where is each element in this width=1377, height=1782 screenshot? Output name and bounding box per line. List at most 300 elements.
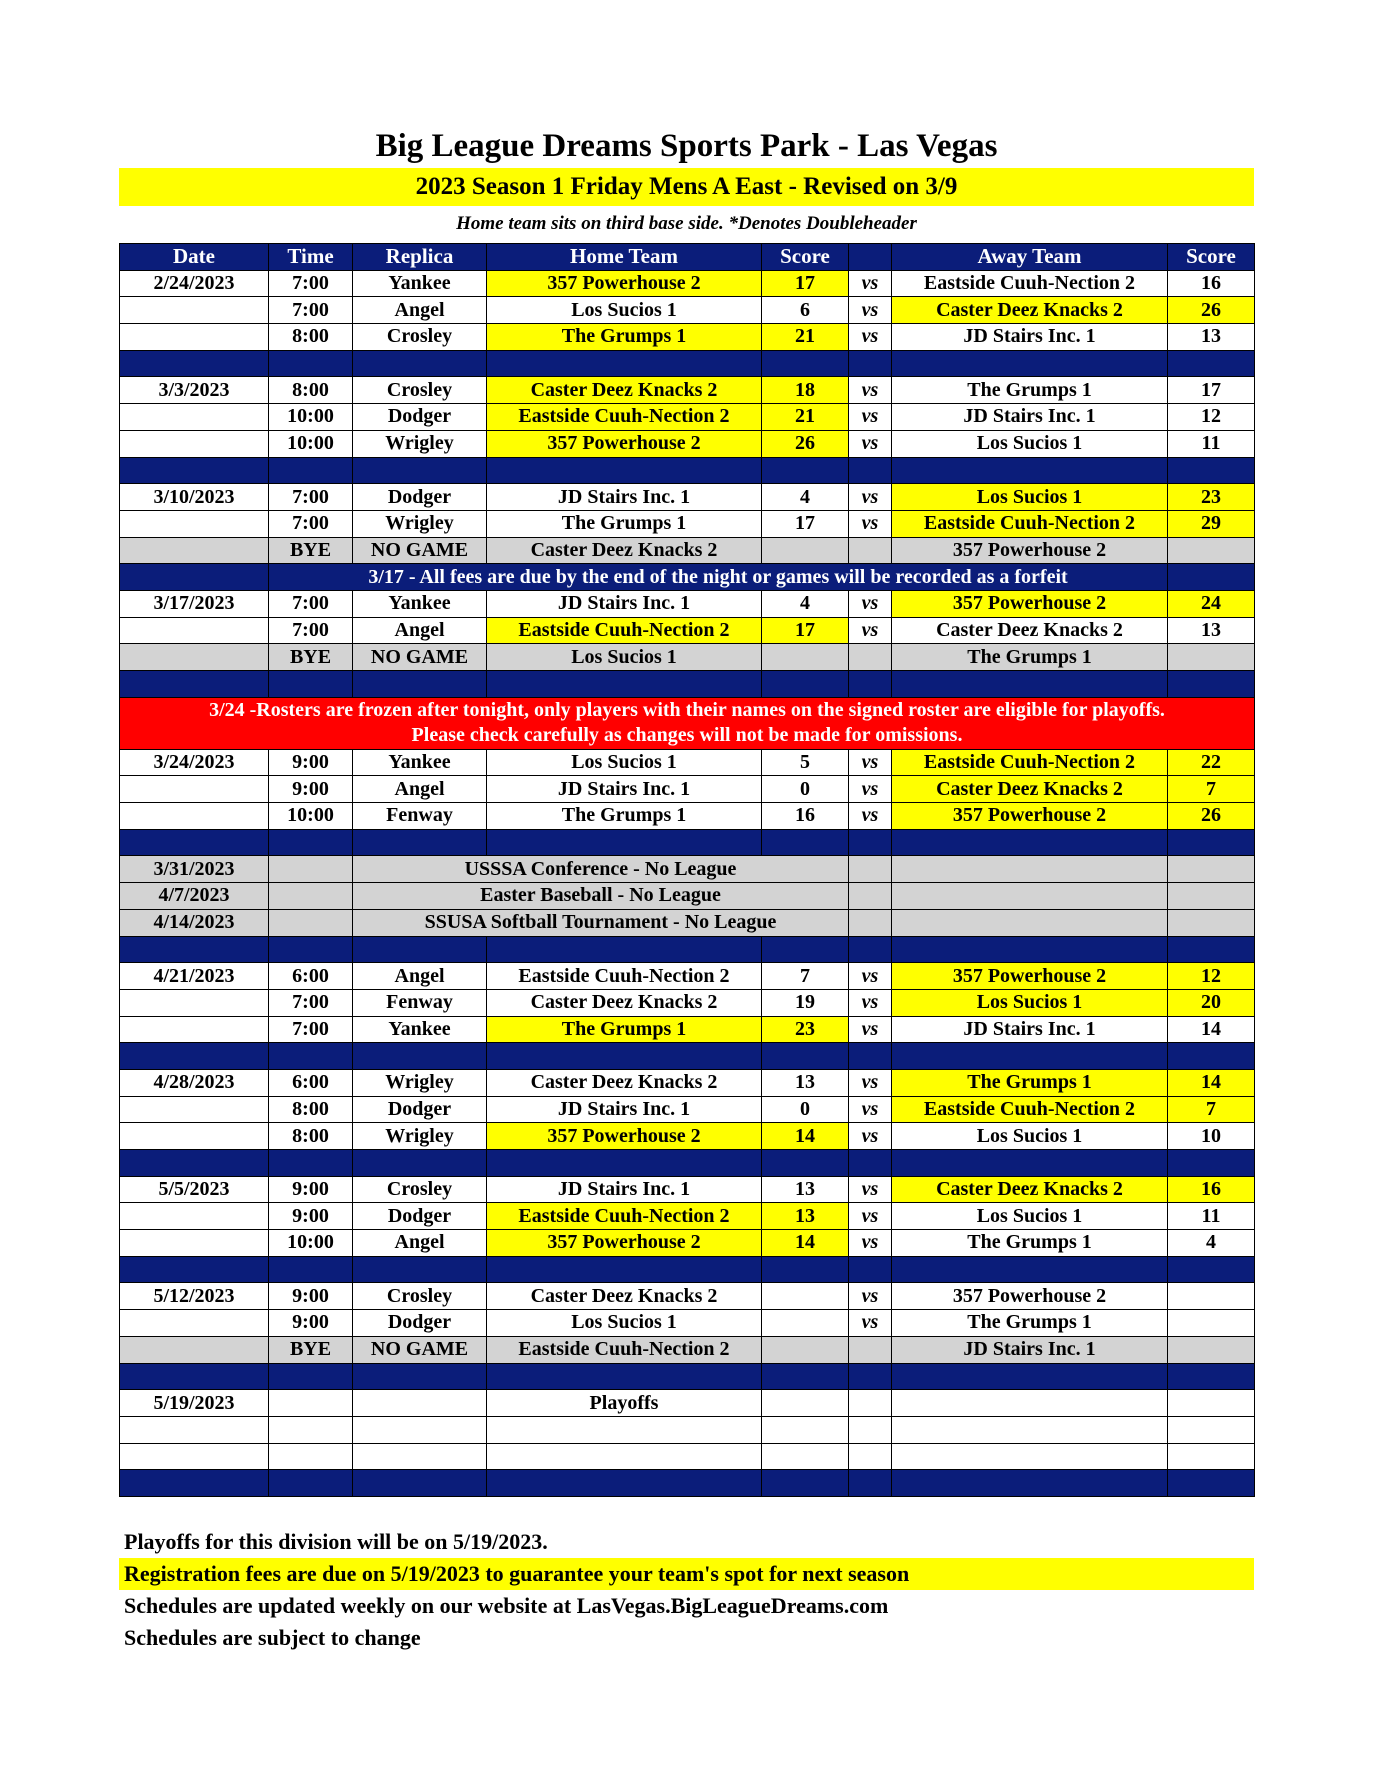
vs-label: vs xyxy=(849,324,892,351)
away-score xyxy=(1168,1310,1255,1337)
field-name: Yankee xyxy=(353,1016,487,1043)
time-cell xyxy=(269,856,353,883)
separator-cell xyxy=(892,936,1168,963)
away-team: JD Stairs Inc. 1 xyxy=(892,324,1168,351)
schedule-body xyxy=(120,270,1255,1496)
game-date xyxy=(120,1203,269,1230)
field-name: Wrigley xyxy=(353,1123,487,1150)
website-note: Schedules are updated weekly on our website at LasVegas.BigLeagueDreams.com xyxy=(124,1593,889,1618)
game-row xyxy=(120,510,1255,537)
vs-label xyxy=(849,644,892,671)
home-team: Los Sucios 1 xyxy=(487,297,762,324)
away-score: 11 xyxy=(1168,1203,1255,1230)
separator-cell xyxy=(892,457,1168,484)
no-league-text: SSUSA Softball Tournament - No League xyxy=(353,909,849,936)
field-name: Angel xyxy=(353,297,487,324)
roster-alert-row xyxy=(120,697,1255,749)
away-score: 17 xyxy=(1168,377,1255,404)
separator-cell xyxy=(762,829,849,856)
home-score: 19 xyxy=(762,989,849,1016)
separator-cell xyxy=(849,829,892,856)
game-row xyxy=(120,1096,1255,1123)
col-header-home-score: Score xyxy=(762,244,849,271)
separator-cell xyxy=(892,1256,1168,1283)
away-score: 14 xyxy=(1168,1016,1255,1043)
separator-cell xyxy=(120,1150,269,1177)
separator-cell xyxy=(487,1363,762,1390)
game-time xyxy=(269,1390,353,1417)
separator-cell xyxy=(269,829,353,856)
separator-cell xyxy=(762,671,849,698)
away-score: 22 xyxy=(1168,749,1255,776)
separator-cell xyxy=(762,936,849,963)
separator-cell xyxy=(353,1256,487,1283)
separator-cell xyxy=(1168,671,1255,698)
game-row xyxy=(120,1230,1255,1257)
col-header-vs xyxy=(849,244,892,271)
home-team: JD Stairs Inc. 1 xyxy=(487,1096,762,1123)
home-team: 357 Powerhouse 2 xyxy=(487,1230,762,1257)
vs-label: vs xyxy=(849,989,892,1016)
vs-label xyxy=(849,1443,892,1470)
game-row xyxy=(120,1123,1255,1150)
col-header-date: Date xyxy=(120,244,269,271)
away-team: The Grumps 1 xyxy=(892,644,1168,671)
away-team: 357 Powerhouse 2 xyxy=(892,1283,1168,1310)
away-score: 16 xyxy=(1168,270,1255,297)
separator-cell xyxy=(487,1150,762,1177)
vs-label: vs xyxy=(849,377,892,404)
home-team: Eastside Cuuh-Nection 2 xyxy=(487,963,762,990)
away-team: The Grumps 1 xyxy=(892,1230,1168,1257)
home-team: Caster Deez Knacks 2 xyxy=(487,377,762,404)
home-score: 14 xyxy=(762,1230,849,1257)
separator-row xyxy=(120,671,1255,698)
away-score xyxy=(1168,1283,1255,1310)
home-team: Eastside Cuuh-Nection 2 xyxy=(487,617,762,644)
away-score xyxy=(1168,1390,1255,1417)
bye-row xyxy=(120,1336,1255,1363)
field-name xyxy=(353,1416,487,1443)
game-time: 10:00 xyxy=(269,404,353,431)
separator-cell xyxy=(892,350,1168,377)
game-row xyxy=(120,617,1255,644)
home-team-note: Home team sits on third base side. *Denotes Doubleheader xyxy=(456,213,917,234)
home-score: 17 xyxy=(762,617,849,644)
vs-label: vs xyxy=(849,1176,892,1203)
away-team: The Grumps 1 xyxy=(892,1069,1168,1096)
separator-cell xyxy=(762,350,849,377)
separator-cell xyxy=(892,1363,1168,1390)
notice-text: 3/17 - All fees are due by the end of the night or games will be recorded as a forfeit xyxy=(269,564,1168,591)
registration-note: Registration fees are due on 5/19/2023 to guarantee your team's spot for next season xyxy=(124,1561,910,1586)
away-team xyxy=(892,1416,1168,1443)
field-name xyxy=(353,1443,487,1470)
separator-row xyxy=(120,1363,1255,1390)
separator-cell xyxy=(120,1043,269,1070)
separator-cell xyxy=(353,1150,487,1177)
game-date xyxy=(120,1416,269,1443)
game-time: 7:00 xyxy=(269,989,353,1016)
game-date xyxy=(120,537,269,564)
away-score: 14 xyxy=(1168,1069,1255,1096)
field-name: NO GAME xyxy=(353,644,487,671)
game-date: 4/21/2023 xyxy=(120,963,269,990)
vs-label: vs xyxy=(849,617,892,644)
away-team: Los Sucios 1 xyxy=(892,989,1168,1016)
field-name: Angel xyxy=(353,617,487,644)
away-team xyxy=(892,1443,1168,1470)
game-time: BYE xyxy=(269,1336,353,1363)
game-time xyxy=(269,1416,353,1443)
separator-cell xyxy=(269,1256,353,1283)
game-date xyxy=(120,1096,269,1123)
home-team: The Grumps 1 xyxy=(487,803,762,830)
separator-cell xyxy=(353,1470,487,1497)
separator-cell xyxy=(1168,936,1255,963)
home-team: JD Stairs Inc. 1 xyxy=(487,484,762,511)
away-score: 16 xyxy=(1168,1176,1255,1203)
separator-cell xyxy=(353,829,487,856)
away-score: 10 xyxy=(1168,1123,1255,1150)
separator-cell xyxy=(353,1363,487,1390)
separator-cell xyxy=(1168,1363,1255,1390)
time-cell xyxy=(269,883,353,910)
vs-cell xyxy=(849,856,892,883)
home-team: 357 Powerhouse 2 xyxy=(487,430,762,457)
home-score: 13 xyxy=(762,1069,849,1096)
home-team: Los Sucios 1 xyxy=(487,749,762,776)
home-team: Caster Deez Knacks 2 xyxy=(487,989,762,1016)
separator-row xyxy=(120,1470,1255,1497)
home-team: Los Sucios 1 xyxy=(487,1310,762,1337)
game-date xyxy=(120,404,269,431)
home-team: JD Stairs Inc. 1 xyxy=(487,590,762,617)
field-name: Fenway xyxy=(353,989,487,1016)
game-date: 5/12/2023 xyxy=(120,1283,269,1310)
separator-cell xyxy=(487,671,762,698)
vs-label: vs xyxy=(849,749,892,776)
away-team: Caster Deez Knacks 2 xyxy=(892,776,1168,803)
away-score: 12 xyxy=(1168,404,1255,431)
game-time: BYE xyxy=(269,644,353,671)
away-score xyxy=(1168,883,1255,910)
separator-row xyxy=(120,1150,1255,1177)
game-time: 7:00 xyxy=(269,297,353,324)
home-score: 18 xyxy=(762,377,849,404)
home-team: 357 Powerhouse 2 xyxy=(487,1123,762,1150)
vs-label: vs xyxy=(849,1016,892,1043)
game-row xyxy=(120,803,1255,830)
separator-cell xyxy=(762,457,849,484)
away-team: Eastside Cuuh-Nection 2 xyxy=(892,510,1168,537)
field-name: Crosley xyxy=(353,377,487,404)
col-header-home-team: Home Team xyxy=(487,244,762,271)
field-name: NO GAME xyxy=(353,1336,487,1363)
home-score: 4 xyxy=(762,590,849,617)
home-score: 14 xyxy=(762,1123,849,1150)
separator-cell xyxy=(1168,457,1255,484)
away-score: 11 xyxy=(1168,430,1255,457)
field-name: Angel xyxy=(353,776,487,803)
game-time: 10:00 xyxy=(269,803,353,830)
game-row xyxy=(120,590,1255,617)
away-team: JD Stairs Inc. 1 xyxy=(892,1016,1168,1043)
game-row xyxy=(120,1310,1255,1337)
home-score: 16 xyxy=(762,803,849,830)
game-time: 8:00 xyxy=(269,1096,353,1123)
game-row xyxy=(120,404,1255,431)
away-score xyxy=(1168,1336,1255,1363)
field-name: Wrigley xyxy=(353,430,487,457)
game-date: 3/3/2023 xyxy=(120,377,269,404)
game-date xyxy=(120,324,269,351)
away-team: Los Sucios 1 xyxy=(892,1203,1168,1230)
vs-label: vs xyxy=(849,1096,892,1123)
away-score: 29 xyxy=(1168,510,1255,537)
vs-label: vs xyxy=(849,590,892,617)
col-header-away-team: Away Team xyxy=(892,244,1168,271)
away-team: 357 Powerhouse 2 xyxy=(892,803,1168,830)
separator-cell xyxy=(892,671,1168,698)
separator-cell xyxy=(120,457,269,484)
game-time: 7:00 xyxy=(269,484,353,511)
away-score: 23 xyxy=(1168,484,1255,511)
vs-label: vs xyxy=(849,484,892,511)
away-score xyxy=(1168,537,1255,564)
separator-cell xyxy=(269,350,353,377)
separator-cell xyxy=(269,1470,353,1497)
home-team: The Grumps 1 xyxy=(487,510,762,537)
game-time: 9:00 xyxy=(269,749,353,776)
game-row xyxy=(120,749,1255,776)
game-row xyxy=(120,1016,1255,1043)
separator-row xyxy=(120,1256,1255,1283)
game-date: 3/24/2023 xyxy=(120,749,269,776)
notice-blank xyxy=(1168,564,1255,591)
separator-cell xyxy=(120,1363,269,1390)
bye-row xyxy=(120,644,1255,671)
separator-cell xyxy=(269,936,353,963)
separator-cell xyxy=(892,1150,1168,1177)
game-time: 8:00 xyxy=(269,324,353,351)
field-name: Dodger xyxy=(353,1203,487,1230)
change-note: Schedules are subject to change xyxy=(124,1625,421,1650)
game-date xyxy=(120,1123,269,1150)
notice-blank xyxy=(120,564,269,591)
game-time: 9:00 xyxy=(269,1203,353,1230)
away-score xyxy=(1168,644,1255,671)
away-score: 7 xyxy=(1168,1096,1255,1123)
game-time: BYE xyxy=(269,537,353,564)
home-team: Caster Deez Knacks 2 xyxy=(487,537,762,564)
no-league-row xyxy=(120,883,1255,910)
game-row xyxy=(120,963,1255,990)
home-team: Caster Deez Knacks 2 xyxy=(487,1283,762,1310)
vs-label: vs xyxy=(849,1230,892,1257)
separator-cell xyxy=(487,350,762,377)
game-date xyxy=(120,803,269,830)
away-score xyxy=(1168,856,1255,883)
home-team: Eastside Cuuh-Nection 2 xyxy=(487,1336,762,1363)
field-name: Angel xyxy=(353,1230,487,1257)
game-date: 3/31/2023 xyxy=(120,856,269,883)
vs-label xyxy=(849,1390,892,1417)
game-row xyxy=(120,377,1255,404)
vs-label: vs xyxy=(849,1203,892,1230)
schedule-table xyxy=(119,243,1255,1497)
away-team: Caster Deez Knacks 2 xyxy=(892,1176,1168,1203)
home-score: 7 xyxy=(762,963,849,990)
separator-cell xyxy=(269,1043,353,1070)
game-date: 5/19/2023 xyxy=(120,1390,269,1417)
separator-cell xyxy=(849,1256,892,1283)
vs-label: vs xyxy=(849,1310,892,1337)
separator-cell xyxy=(120,936,269,963)
home-team: Eastside Cuuh-Nection 2 xyxy=(487,404,762,431)
field-name: Dodger xyxy=(353,484,487,511)
away-score: 13 xyxy=(1168,324,1255,351)
home-score: 21 xyxy=(762,404,849,431)
home-team: Eastside Cuuh-Nection 2 xyxy=(487,1203,762,1230)
field-name: NO GAME xyxy=(353,537,487,564)
separator-cell xyxy=(892,829,1168,856)
vs-cell xyxy=(849,883,892,910)
game-time: 6:00 xyxy=(269,1069,353,1096)
separator-cell xyxy=(762,1363,849,1390)
separator-cell xyxy=(120,1256,269,1283)
vs-label xyxy=(849,1336,892,1363)
game-row xyxy=(120,324,1255,351)
vs-label: vs xyxy=(849,404,892,431)
game-date xyxy=(120,1230,269,1257)
roster-alert xyxy=(120,697,1255,749)
home-team: Los Sucios 1 xyxy=(487,644,762,671)
separator-row xyxy=(120,350,1255,377)
game-row xyxy=(120,1390,1255,1417)
game-time: 9:00 xyxy=(269,776,353,803)
playoffs-note: Playoffs for this division will be on 5/19/2023. xyxy=(124,1529,548,1554)
separator-cell xyxy=(762,1043,849,1070)
vs-label: vs xyxy=(849,963,892,990)
away-team: Los Sucios 1 xyxy=(892,484,1168,511)
game-row xyxy=(120,430,1255,457)
away-score: 26 xyxy=(1168,803,1255,830)
away-team xyxy=(892,883,1168,910)
separator-cell xyxy=(353,350,487,377)
game-time: 9:00 xyxy=(269,1310,353,1337)
separator-cell xyxy=(487,936,762,963)
game-date xyxy=(120,776,269,803)
field-name: Angel xyxy=(353,963,487,990)
home-team xyxy=(487,1443,762,1470)
game-time xyxy=(269,1443,353,1470)
fees-notice-row xyxy=(120,564,1255,591)
away-score: 12 xyxy=(1168,963,1255,990)
separator-cell xyxy=(849,350,892,377)
roster-alert-line-1: 3/24 -Rosters are frozen after tonight, only players with their names on the signed roster are eligible for playoffs. xyxy=(209,699,1165,722)
separator-cell xyxy=(120,1470,269,1497)
home-score: 17 xyxy=(762,510,849,537)
away-team xyxy=(892,909,1168,936)
away-team: Los Sucios 1 xyxy=(892,1123,1168,1150)
game-time: 7:00 xyxy=(269,1016,353,1043)
game-time: 7:00 xyxy=(269,590,353,617)
game-row xyxy=(120,484,1255,511)
game-row xyxy=(120,1203,1255,1230)
game-date xyxy=(120,430,269,457)
field-name: Yankee xyxy=(353,590,487,617)
away-team: 357 Powerhouse 2 xyxy=(892,963,1168,990)
away-score: 20 xyxy=(1168,989,1255,1016)
game-date: 4/28/2023 xyxy=(120,1069,269,1096)
separator-cell xyxy=(269,1150,353,1177)
separator-cell xyxy=(487,829,762,856)
game-date: 5/5/2023 xyxy=(120,1176,269,1203)
away-team: Eastside Cuuh-Nection 2 xyxy=(892,749,1168,776)
separator-row xyxy=(120,829,1255,856)
header-row xyxy=(120,244,1255,271)
separator-cell xyxy=(1168,1470,1255,1497)
home-score xyxy=(762,1336,849,1363)
away-score: 7 xyxy=(1168,776,1255,803)
separator-cell xyxy=(269,457,353,484)
vs-label: vs xyxy=(849,1069,892,1096)
away-team: 357 Powerhouse 2 xyxy=(892,590,1168,617)
no-league-row xyxy=(120,909,1255,936)
col-header-replica: Replica xyxy=(353,244,487,271)
away-team: JD Stairs Inc. 1 xyxy=(892,404,1168,431)
home-team: 357 Powerhouse 2 xyxy=(487,270,762,297)
field-name: Crosley xyxy=(353,1283,487,1310)
field-name: Fenway xyxy=(353,803,487,830)
vs-label: vs xyxy=(849,803,892,830)
separator-cell xyxy=(353,457,487,484)
separator-cell xyxy=(849,457,892,484)
home-score xyxy=(762,1310,849,1337)
field-name: Crosley xyxy=(353,324,487,351)
separator-cell xyxy=(849,1470,892,1497)
vs-label: vs xyxy=(849,297,892,324)
game-time: 7:00 xyxy=(269,510,353,537)
game-row xyxy=(120,989,1255,1016)
away-score: 26 xyxy=(1168,297,1255,324)
home-score: 5 xyxy=(762,749,849,776)
away-score: 24 xyxy=(1168,590,1255,617)
game-row xyxy=(120,1443,1255,1470)
separator-cell xyxy=(762,1256,849,1283)
away-score xyxy=(1168,1443,1255,1470)
separator-row xyxy=(120,936,1255,963)
col-header-away-score: Score xyxy=(1168,244,1255,271)
vs-label: vs xyxy=(849,510,892,537)
separator-cell xyxy=(762,1470,849,1497)
field-name: Wrigley xyxy=(353,1069,487,1096)
home-team: JD Stairs Inc. 1 xyxy=(487,776,762,803)
field-name: Crosley xyxy=(353,1176,487,1203)
game-time: 6:00 xyxy=(269,963,353,990)
field-name: Yankee xyxy=(353,749,487,776)
vs-label xyxy=(849,537,892,564)
home-score xyxy=(762,644,849,671)
separator-cell xyxy=(849,1363,892,1390)
away-team xyxy=(892,856,1168,883)
game-date xyxy=(120,510,269,537)
separator-cell xyxy=(849,1043,892,1070)
col-header-time: Time xyxy=(269,244,353,271)
separator-cell xyxy=(269,1363,353,1390)
home-score: 26 xyxy=(762,430,849,457)
